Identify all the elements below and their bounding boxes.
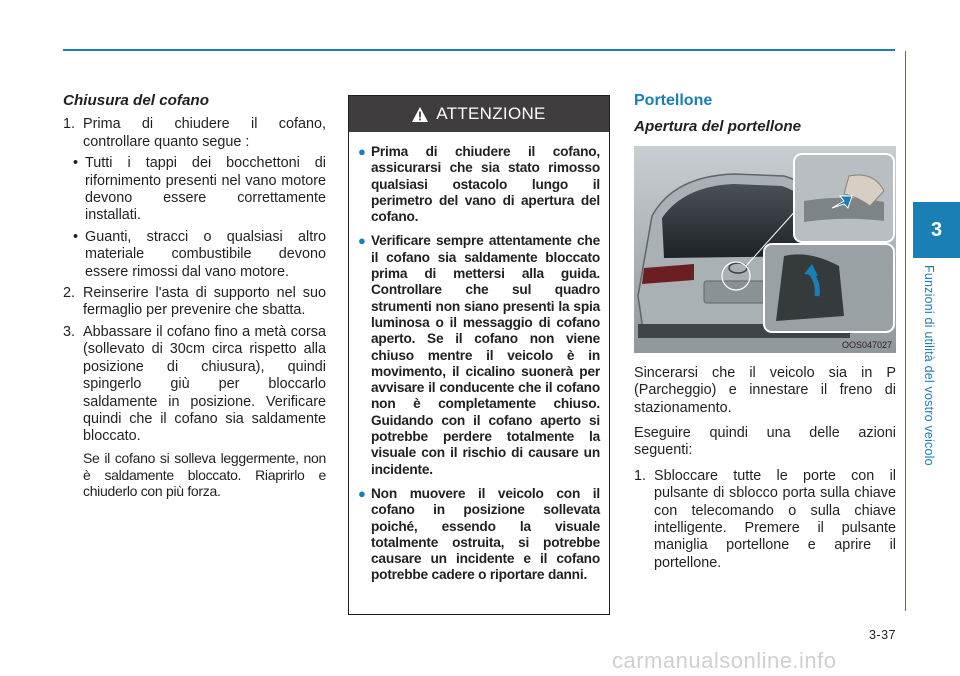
step-number: 3.: [63, 323, 76, 340]
side-rule: [905, 51, 906, 611]
warning-item: [358, 233, 600, 477]
site-watermark: carmanualsonline.info: [612, 648, 837, 673]
bullet-text: Guanti, stracci o qualsiasi altro materiale combustibile devono essere rimossi dal vano motore.: [85, 228, 326, 280]
page-number: 3-37: [868, 628, 896, 642]
warning-triangle-icon: [412, 107, 428, 122]
step-text: Sbloccare tutte le porte con il pulsante di sblocco porta sulla chiave con telecomando o sulla chiave intelligente. Premere il pulsante maniglia portellone e aprire il portellone.: [654, 467, 896, 571]
bullet-item: [73, 229, 326, 281]
tailgate-illustration: [634, 146, 896, 353]
step-text: Reinserire l'asta di supporto nel suo fermaglio per prevenire che sbatta.: [83, 285, 326, 319]
bullet-item: [73, 155, 326, 225]
section-title-tailgate: Portellone: [634, 92, 713, 109]
step-number: 1.: [634, 467, 647, 484]
warning-item-text: Verificare sempre attentamente che il cofano sia saldamente bloccato prima di mettersi alla guida. Controllare che sul quadro strumenti non siano presenti la spia luminosa o il messaggio di cofano aperto. Se il cofano non viene chiuso mentre il veicolo è in movimento, il cicalino suonerà per avvisare il conducente che il cofano non è completamente chiuso. Guidando con il cofano aperto si potrebbe perdere totalmente la visuale con il rischio di causare un incidente.: [371, 233, 600, 477]
bullet-dot-icon: ●: [358, 485, 366, 501]
bullet-dot-icon: ●: [358, 233, 366, 249]
step-note: Se il cofano si solleva leggermente, non è saldamente bloccato. Riaprirlo e chiuderlo con più forza.: [83, 449, 326, 500]
chapter-number-tab: 3: [913, 202, 960, 258]
top-rule: [63, 49, 895, 51]
warning-title: ATTENZIONE: [436, 104, 546, 123]
bullet-text: Tutti i tappi dei bocchettoni di rifornimento presenti nel vano motore devono essere correttamente installati.: [85, 155, 326, 224]
step-number: 2.: [63, 285, 76, 302]
left-column: [63, 92, 326, 500]
bullet-dot-icon: ●: [358, 144, 366, 159]
bullet-dot-icon: •: [73, 155, 79, 172]
chapter-title-text: Funzioni di utilità del vostro veicolo: [922, 265, 936, 466]
figure-code: OOS047027: [841, 339, 892, 350]
warning-item-text: Non muovere il veicolo con il cofano in posizione sollevata poiché, essendo la visuale totalmente ostruita, si potrebbe causare un incidente e il cofano potrebbe cadere o riportare danni.: [371, 485, 600, 583]
step-2: [63, 285, 326, 320]
warning-header: [349, 96, 609, 132]
step-1: [63, 116, 326, 151]
tailgate-step-1: [634, 468, 896, 572]
right-column: [634, 92, 896, 576]
step-text: Abbassare il cofano fino a metà corsa (sollevato di 30cm circa rispetto alla posizione di chiusura), quindi spingerlo giù per bloccarlo saldamente in posizione. Verificare quindi che il cofano sia saldamente bloccato.: [83, 323, 326, 445]
warning-item: [358, 486, 600, 584]
subheading-tailgate-opening: Apertura del portellone: [634, 118, 802, 136]
warning-box: [348, 95, 610, 615]
section-heading-hood-closing: Chiusura del cofano: [63, 92, 209, 109]
paragraph-park: Sincerarsi che il veicolo sia in P (Parcheggio) e innestare il freno di stazionamento.: [634, 364, 896, 416]
warning-item: [358, 144, 600, 225]
bullet-dot-icon: •: [73, 228, 79, 245]
warning-item-text: Prima di chiudere il cofano, assicurarsi che sia stato rimosso qualsiasi ostacolo lungo il perimetro del vano di apertura del cofano.: [371, 144, 600, 225]
warning-body: [349, 132, 609, 584]
inset-open-tailgate: [776, 254, 844, 321]
step-3: [63, 324, 326, 446]
tailgate-figure: [634, 146, 896, 353]
step-number: 1.: [63, 116, 76, 133]
step-text: Prima di chiudere il cofano, controllare quanto segue :: [83, 116, 326, 150]
paragraph-actions: Eseguire quindi una delle azioni seguenti:: [634, 425, 896, 459]
